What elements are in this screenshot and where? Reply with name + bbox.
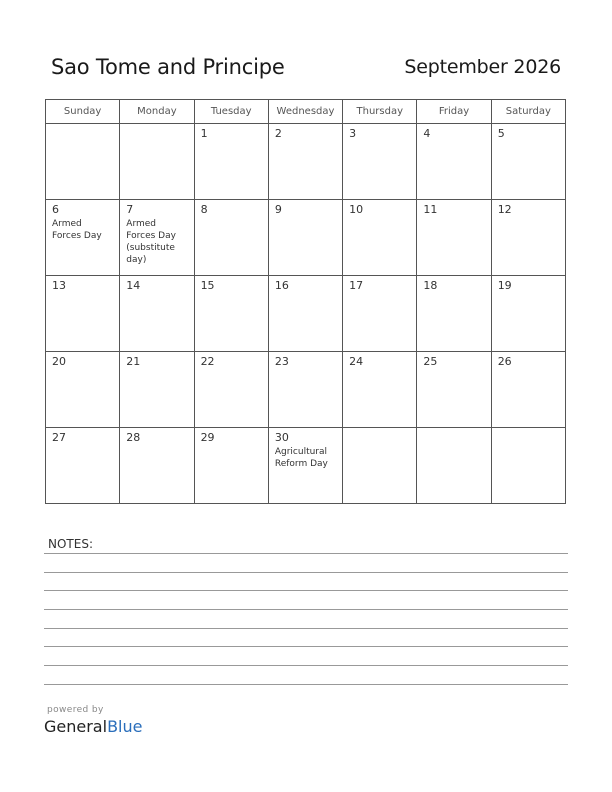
- day-number: 11: [423, 203, 438, 216]
- day-number: 28: [126, 431, 141, 444]
- day-cell: [343, 352, 417, 428]
- day-number: 18: [423, 279, 438, 292]
- day-number: 14: [126, 279, 141, 292]
- note-line: [44, 646, 568, 647]
- day-cell: [120, 200, 194, 276]
- day-number: 7: [126, 203, 134, 216]
- holiday-label: Armed Forces Day: [52, 219, 102, 241]
- day-cell: [343, 200, 417, 276]
- day-number: 5: [497, 127, 505, 140]
- day-cell: [46, 124, 120, 200]
- week-row: [46, 276, 566, 352]
- powered-by-text: powered by: [47, 705, 104, 715]
- day-number: 17: [349, 279, 364, 292]
- weekday-header: Tuesday: [194, 100, 268, 124]
- day-number: 13: [52, 279, 66, 292]
- weekday-header: Wednesday: [268, 100, 342, 124]
- weekday-header: Monday: [120, 100, 194, 124]
- week-row: [46, 200, 566, 276]
- day-cell: [417, 200, 491, 276]
- day-cell: [491, 352, 565, 428]
- weekday-header: Thursday: [343, 100, 417, 124]
- day-number: 21: [126, 355, 141, 368]
- day-cell: [268, 352, 342, 428]
- day-cell: [46, 200, 120, 276]
- day-number: 26: [497, 355, 512, 368]
- day-cell: [268, 200, 342, 276]
- day-cell: [120, 276, 194, 352]
- weekday-header-row: [46, 100, 566, 124]
- day-number: 30: [274, 431, 289, 444]
- day-cell: [343, 428, 417, 504]
- day-number: 23: [274, 355, 289, 368]
- day-number: 12: [497, 203, 512, 216]
- holiday-label: Agricultural Reform Day: [274, 447, 328, 469]
- weekday-header: Friday: [417, 100, 491, 124]
- day-cell: [417, 352, 491, 428]
- week-row: [46, 352, 566, 428]
- day-number: 20: [52, 355, 66, 368]
- day-cell: [268, 428, 342, 504]
- day-number: 6: [52, 203, 59, 216]
- day-number: 29: [200, 431, 215, 444]
- day-number: 9: [274, 203, 282, 216]
- day-cell: [194, 352, 268, 428]
- day-number: 22: [200, 355, 215, 368]
- day-number: 3: [349, 127, 357, 140]
- day-number: 10: [349, 203, 364, 216]
- day-cell: [120, 428, 194, 504]
- country-title: Sao Tome and Principe: [51, 55, 285, 79]
- brand-blue: Blue: [107, 717, 143, 736]
- notes-label: NOTES:: [48, 537, 93, 551]
- day-cell: [491, 124, 565, 200]
- note-line: [44, 572, 568, 573]
- brand-general: General: [44, 717, 108, 736]
- day-cell: [343, 276, 417, 352]
- day-cell: [46, 428, 120, 504]
- calendar-grid: [45, 99, 566, 504]
- note-line: [44, 609, 568, 610]
- day-number: 2: [274, 127, 282, 140]
- day-cell: [194, 124, 268, 200]
- day-cell: [194, 200, 268, 276]
- note-line: [44, 590, 568, 591]
- day-cell: [491, 276, 565, 352]
- note-line: [44, 665, 568, 666]
- note-line: [44, 628, 568, 629]
- note-line: [44, 684, 568, 685]
- day-cell: [417, 276, 491, 352]
- day-cell: [194, 428, 268, 504]
- note-line: [44, 553, 568, 554]
- weekday-header: Saturday: [491, 100, 565, 124]
- day-cell: [491, 200, 565, 276]
- day-cell: [491, 428, 565, 504]
- day-number: 8: [200, 203, 208, 216]
- day-cell: [417, 124, 491, 200]
- day-cell: [120, 352, 194, 428]
- day-number: 15: [200, 279, 215, 292]
- holiday-label: Armed Forces Day (substitute day): [126, 219, 176, 265]
- day-cell: [417, 428, 491, 504]
- day-cell: [268, 124, 342, 200]
- week-row: [46, 124, 566, 200]
- day-number: 25: [423, 355, 438, 368]
- day-number: 1: [200, 127, 208, 140]
- month-year-title: September 2026: [404, 56, 561, 78]
- day-cell: [194, 276, 268, 352]
- day-number: 16: [274, 279, 289, 292]
- weekday-header: Sunday: [46, 100, 120, 124]
- week-row: [46, 428, 566, 504]
- day-number: 27: [52, 431, 66, 444]
- day-cell: [46, 352, 120, 428]
- day-number: 4: [423, 127, 431, 140]
- day-cell: [46, 276, 120, 352]
- day-cell: [120, 124, 194, 200]
- day-cell: [343, 124, 417, 200]
- day-cell: [268, 276, 342, 352]
- brand-logo: [44, 717, 142, 736]
- day-number: 19: [497, 279, 512, 292]
- day-number: 24: [349, 355, 364, 368]
